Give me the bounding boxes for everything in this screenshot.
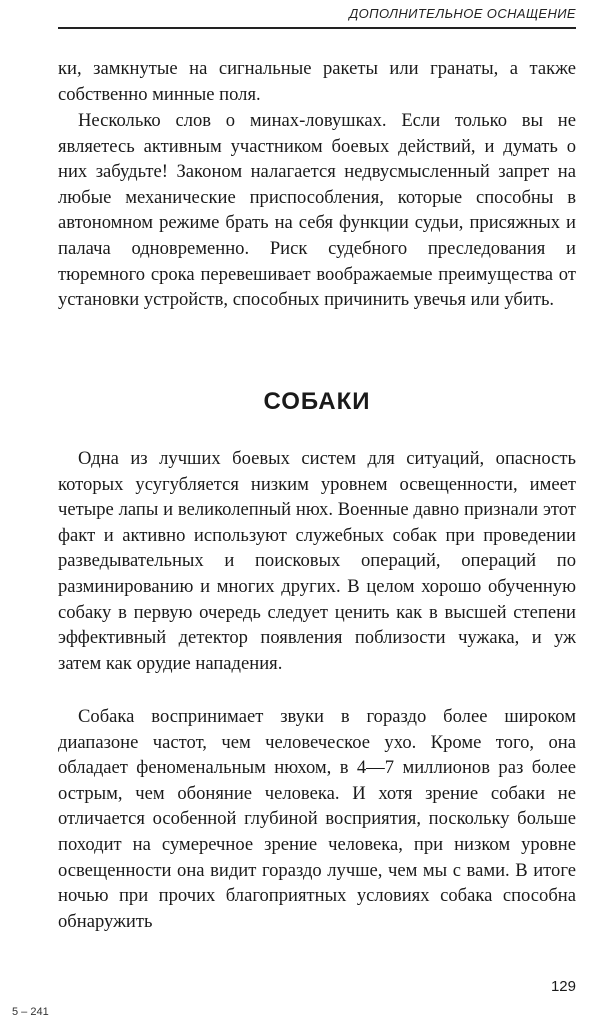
running-header: ДОПОЛНИТЕЛЬНОЕ ОСНАЩЕНИЕ	[349, 6, 576, 21]
paragraph: Одна из лучших боевых систем для ситуаций, опасность которых усугубляется низким уровнем освещенности, имеет четыре лапы и великолепный нюх. Военные давно признали этот факт и активно используют служебных собак при проведении разведывательных и поисковых операций, операций по разминированию и многих других. В целом хорошо обученную собаку в первую очередь следует ценить как в высшей степени эффективный детектор появления поблизости чужака, и уж затем как орудие нападения.	[58, 448, 576, 674]
dogs-paragraph-2	[58, 704, 576, 934]
page-number: 129	[550, 978, 576, 995]
header-rule	[58, 27, 576, 29]
section-title: СОБАКИ	[263, 388, 371, 415]
continued-paragraph	[58, 56, 576, 107]
mines-paragraph	[58, 108, 576, 313]
printer-signature-mark: 5 – 241	[12, 1006, 49, 1018]
paragraph: ки, замкнутые на сигнальные ракеты или гранаты, а также собственно минные поля.	[58, 58, 576, 105]
paragraph: Собака воспринимает звуки в гораздо более широком диапазоне частот, чем человеческое ухо. Кроме того, она обладает феноменальным нюхом, в 4—7 миллионов раз более острым, чем обоняние человека. И хотя зрение собаки не отличается особенной глубиной восприятия, поскольку больше походит на сумеречное зрение человека, при низком уровне освещенности она видит гораздо лучше, чем мы с вами. В итоге ночью при прочих благоприятных условиях собака способна обнаружить	[58, 706, 576, 932]
paragraph: Несколько слов о минах-ловушках. Если только вы не являетесь активным участником боевых действий, и думать о них забудьте! Законом налагается недвусмысленный запрет на любые механические приспособления, которые способны в автономном режиме брать на себя функции судьи, присяжных и палача одновременно. Риск судебного преследования и тюремного срока перевешивает воображаемые преимущества от установки устройств, способных причинить увечья или убить.	[58, 110, 576, 311]
dogs-paragraph-1	[58, 446, 576, 676]
